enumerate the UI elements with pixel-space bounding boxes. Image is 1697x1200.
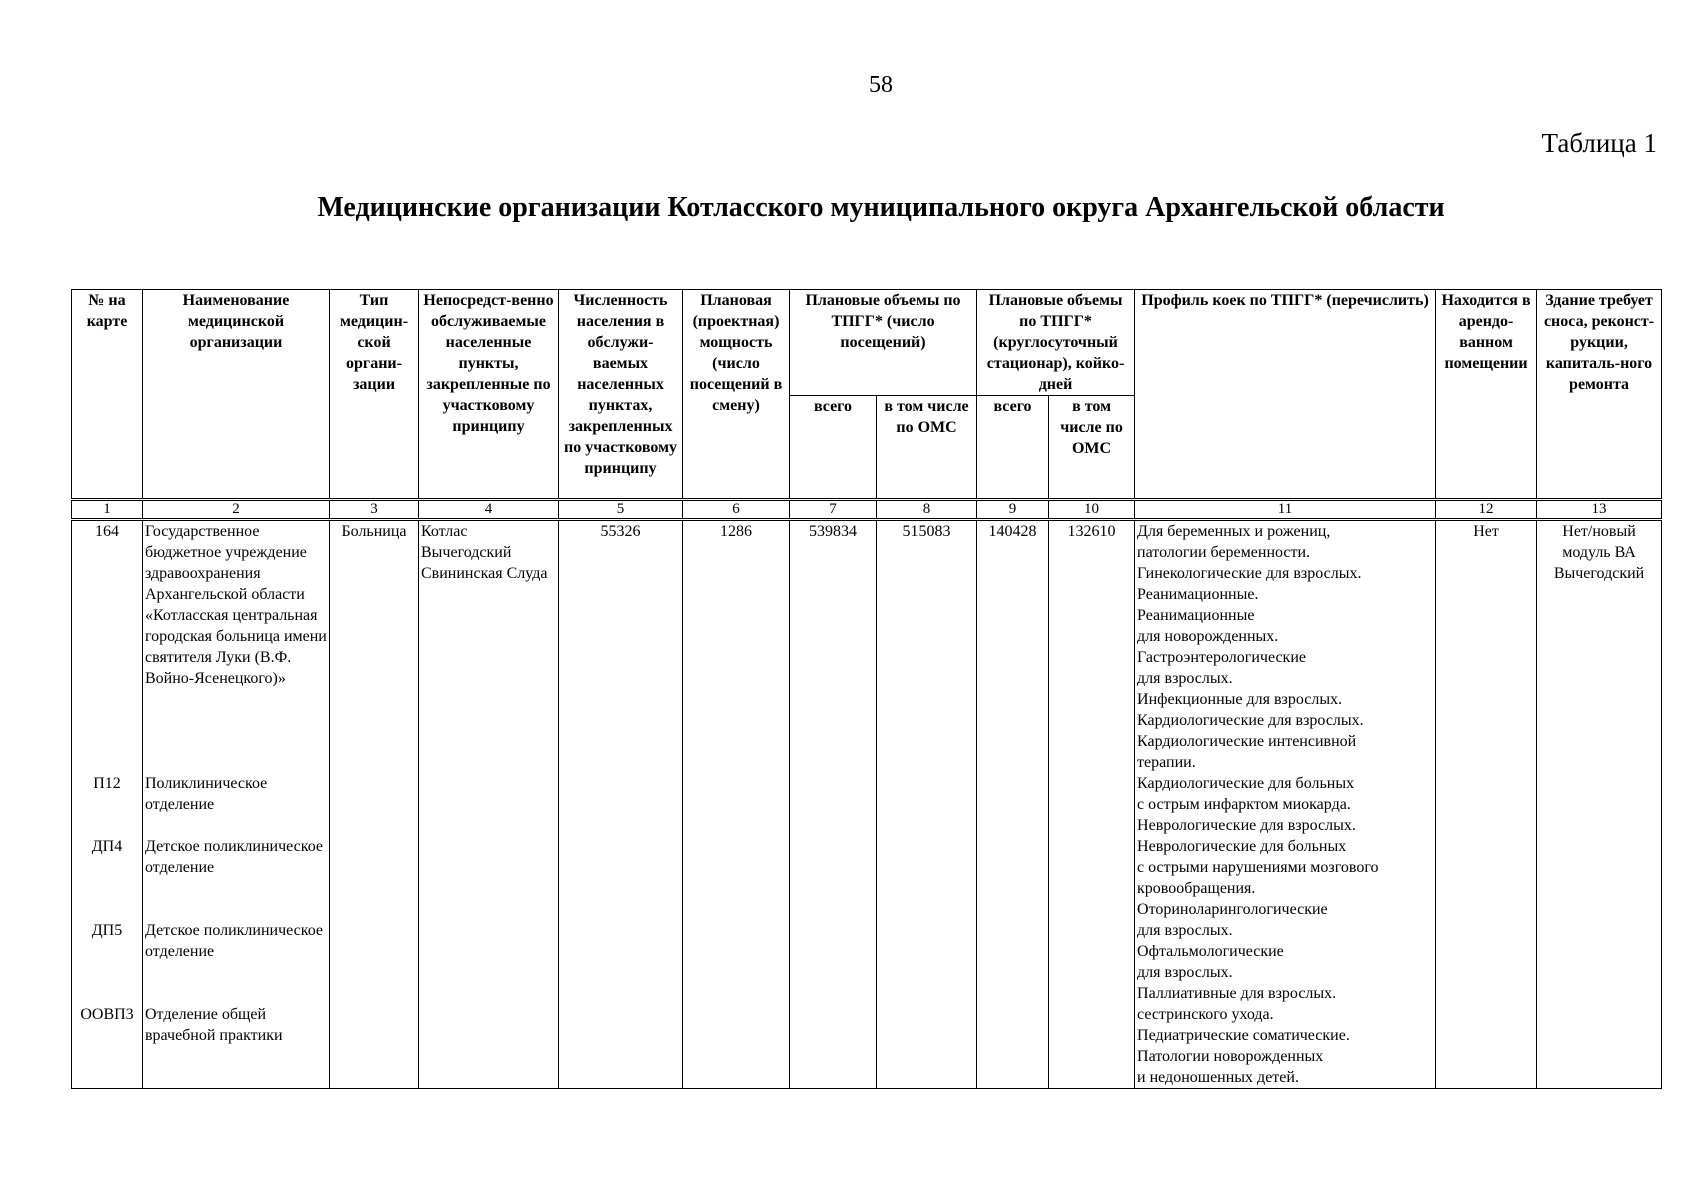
bed-profile-line: для взрослых. bbox=[1137, 964, 1233, 981]
org-name: Государственное бюджетное учреждение здравоохранения Архангельской области «Котласская центральная городская больница имени святителя Луки (В.Ф. Войно-Ясенецкого)» bbox=[145, 523, 327, 687]
bed-profile-line: патологии беременности. bbox=[1137, 544, 1311, 561]
column-number: 8 bbox=[877, 500, 977, 520]
bed-profile-line: кровообращения. bbox=[1137, 880, 1256, 897]
bed-profile-line: Паллиативные для взрослых. bbox=[1137, 985, 1337, 1002]
visits-total: 539834 bbox=[790, 520, 877, 1089]
organizations-table bbox=[71, 289, 1662, 1089]
header-map-number: № на карте bbox=[72, 290, 143, 500]
header-building-status: Здание требует сноса, реконст-рукции, капиталь-ного ремонта bbox=[1537, 290, 1662, 500]
map-number: П12 bbox=[93, 775, 121, 792]
header-settlements: Непосредст-венно обслуживаемые населенные пункты, закрепленные по участковому принципу bbox=[419, 290, 559, 500]
page-number: 58 bbox=[869, 72, 893, 98]
bed-profile-line: сестринского ухода. bbox=[1137, 1006, 1274, 1023]
bed-profile-line: Неврологические для больных bbox=[1137, 838, 1347, 855]
bed-days-oms: 132610 bbox=[1049, 520, 1135, 1089]
capacity: 1286 bbox=[683, 520, 790, 1089]
bed-profile-line: и недоношенных детей. bbox=[1137, 1069, 1299, 1086]
column-number: 10 bbox=[1049, 500, 1135, 520]
bed-profile-line: с острым инфарктом миокарда. bbox=[1137, 796, 1351, 813]
bed-profile-line: Кардиологические для взрослых. bbox=[1137, 712, 1364, 729]
document-title: Медицинские организации Котласского муниципального округа Архангельской области bbox=[317, 192, 1445, 223]
column-number: 9 bbox=[977, 500, 1049, 520]
header-leased: Находится в арендо-ванном помещении bbox=[1436, 290, 1537, 500]
map-number: ДП4 bbox=[91, 838, 123, 855]
header-capacity: Плановая (проектная) мощность (число посещений в смену) bbox=[683, 290, 790, 500]
org-type: Больница bbox=[330, 520, 419, 1089]
org-name: Детское поликлиническое отделение bbox=[145, 922, 324, 960]
header-org-name: Наименование медицинской организации bbox=[143, 290, 330, 500]
bed-profile-line: Для беременных и рожениц, bbox=[1137, 523, 1331, 540]
header-bed-days-total: всего bbox=[977, 396, 1049, 500]
bed-profile-line: Инфекционные для взрослых. bbox=[1137, 691, 1343, 708]
org-name: Детское поликлиническое отделение bbox=[145, 838, 324, 876]
column-numbers-row bbox=[72, 500, 1662, 520]
bed-profile-line: Реанимационные bbox=[1137, 607, 1255, 624]
leased: Нет bbox=[1436, 520, 1537, 1089]
bed-profile-line: Офтальмологические bbox=[1137, 943, 1284, 960]
bed-profile-line: терапии. bbox=[1137, 754, 1196, 771]
column-number: 1 bbox=[72, 500, 143, 520]
bed-profile-line: Неврологические для взрослых. bbox=[1137, 817, 1356, 834]
bed-profile-line: с острыми нарушениями мозгового bbox=[1137, 859, 1379, 876]
bed-profile-line: Педиатрические соматические. bbox=[1137, 1027, 1350, 1044]
map-number: ДП5 bbox=[91, 922, 123, 939]
column-number: 4 bbox=[419, 500, 559, 520]
column-number: 6 bbox=[683, 500, 790, 520]
bed-profile-line: Кардиологические интенсивной bbox=[1137, 733, 1357, 750]
bed-profile-line: Патологии новорожденных bbox=[1137, 1048, 1324, 1065]
org-name: Отделение общей врачебной практики bbox=[145, 1006, 283, 1044]
header-bed-days-oms: в том числе по ОМС bbox=[1049, 396, 1135, 500]
column-number: 13 bbox=[1537, 500, 1662, 520]
bed-profile-line: для взрослых. bbox=[1137, 922, 1233, 939]
building-status: Нет/новый модуль ВА Вычегодский bbox=[1537, 520, 1662, 1089]
header-bed-days-group: Плановые объемы по ТПГГ* (круглосуточный стационар), койко-дней bbox=[977, 290, 1135, 396]
bed-days-total: 140428 bbox=[977, 520, 1049, 1089]
settlements: Котлас Вычегодский Свининская Слуда bbox=[419, 520, 559, 1089]
bed-profile-line: Реанимационные. bbox=[1137, 586, 1259, 603]
org-name: Поликлиническое отделение bbox=[145, 775, 268, 813]
bed-profile-line: Кардиологические для больных bbox=[1137, 775, 1355, 792]
column-number: 11 bbox=[1135, 500, 1436, 520]
table-row bbox=[72, 520, 1662, 1089]
bed-profile-line: для новорожденных. bbox=[1137, 628, 1279, 645]
column-number: 7 bbox=[790, 500, 877, 520]
header-visits-total: всего bbox=[790, 396, 877, 500]
map-number-cell bbox=[72, 520, 143, 1089]
map-number: 164 bbox=[95, 523, 119, 540]
bed-profiles-cell bbox=[1135, 520, 1436, 1089]
column-number: 5 bbox=[559, 500, 683, 520]
bed-profile-line: для взрослых. bbox=[1137, 670, 1233, 687]
column-number: 2 bbox=[143, 500, 330, 520]
visits-oms: 515083 bbox=[877, 520, 977, 1089]
header-visits-group: Плановые объемы по ТПГГ* (число посещений) bbox=[790, 290, 977, 396]
header-bed-profiles: Профиль коек по ТПГГ* (перечислить) bbox=[1135, 290, 1436, 500]
table-label: Таблица 1 bbox=[1541, 128, 1657, 158]
org-name-cell bbox=[143, 520, 330, 1089]
bed-profile-line: Гастроэнтерологические bbox=[1137, 649, 1306, 666]
bed-profile-line: Оториноларингологические bbox=[1137, 901, 1328, 918]
column-number: 3 bbox=[330, 500, 419, 520]
bed-profile-line: Гинекологические для взрослых. bbox=[1137, 565, 1362, 582]
header-org-type: Тип медицин-ской органи-зации bbox=[330, 290, 419, 500]
column-number: 12 bbox=[1436, 500, 1537, 520]
header-population: Численность населения в обслужи-ваемых населенных пунктах, закрепленных по участковому принципу bbox=[559, 290, 683, 500]
map-number: ООВП3 bbox=[80, 1006, 134, 1023]
population: 55326 bbox=[559, 520, 683, 1089]
header-visits-oms: в том числе по ОМС bbox=[877, 396, 977, 500]
